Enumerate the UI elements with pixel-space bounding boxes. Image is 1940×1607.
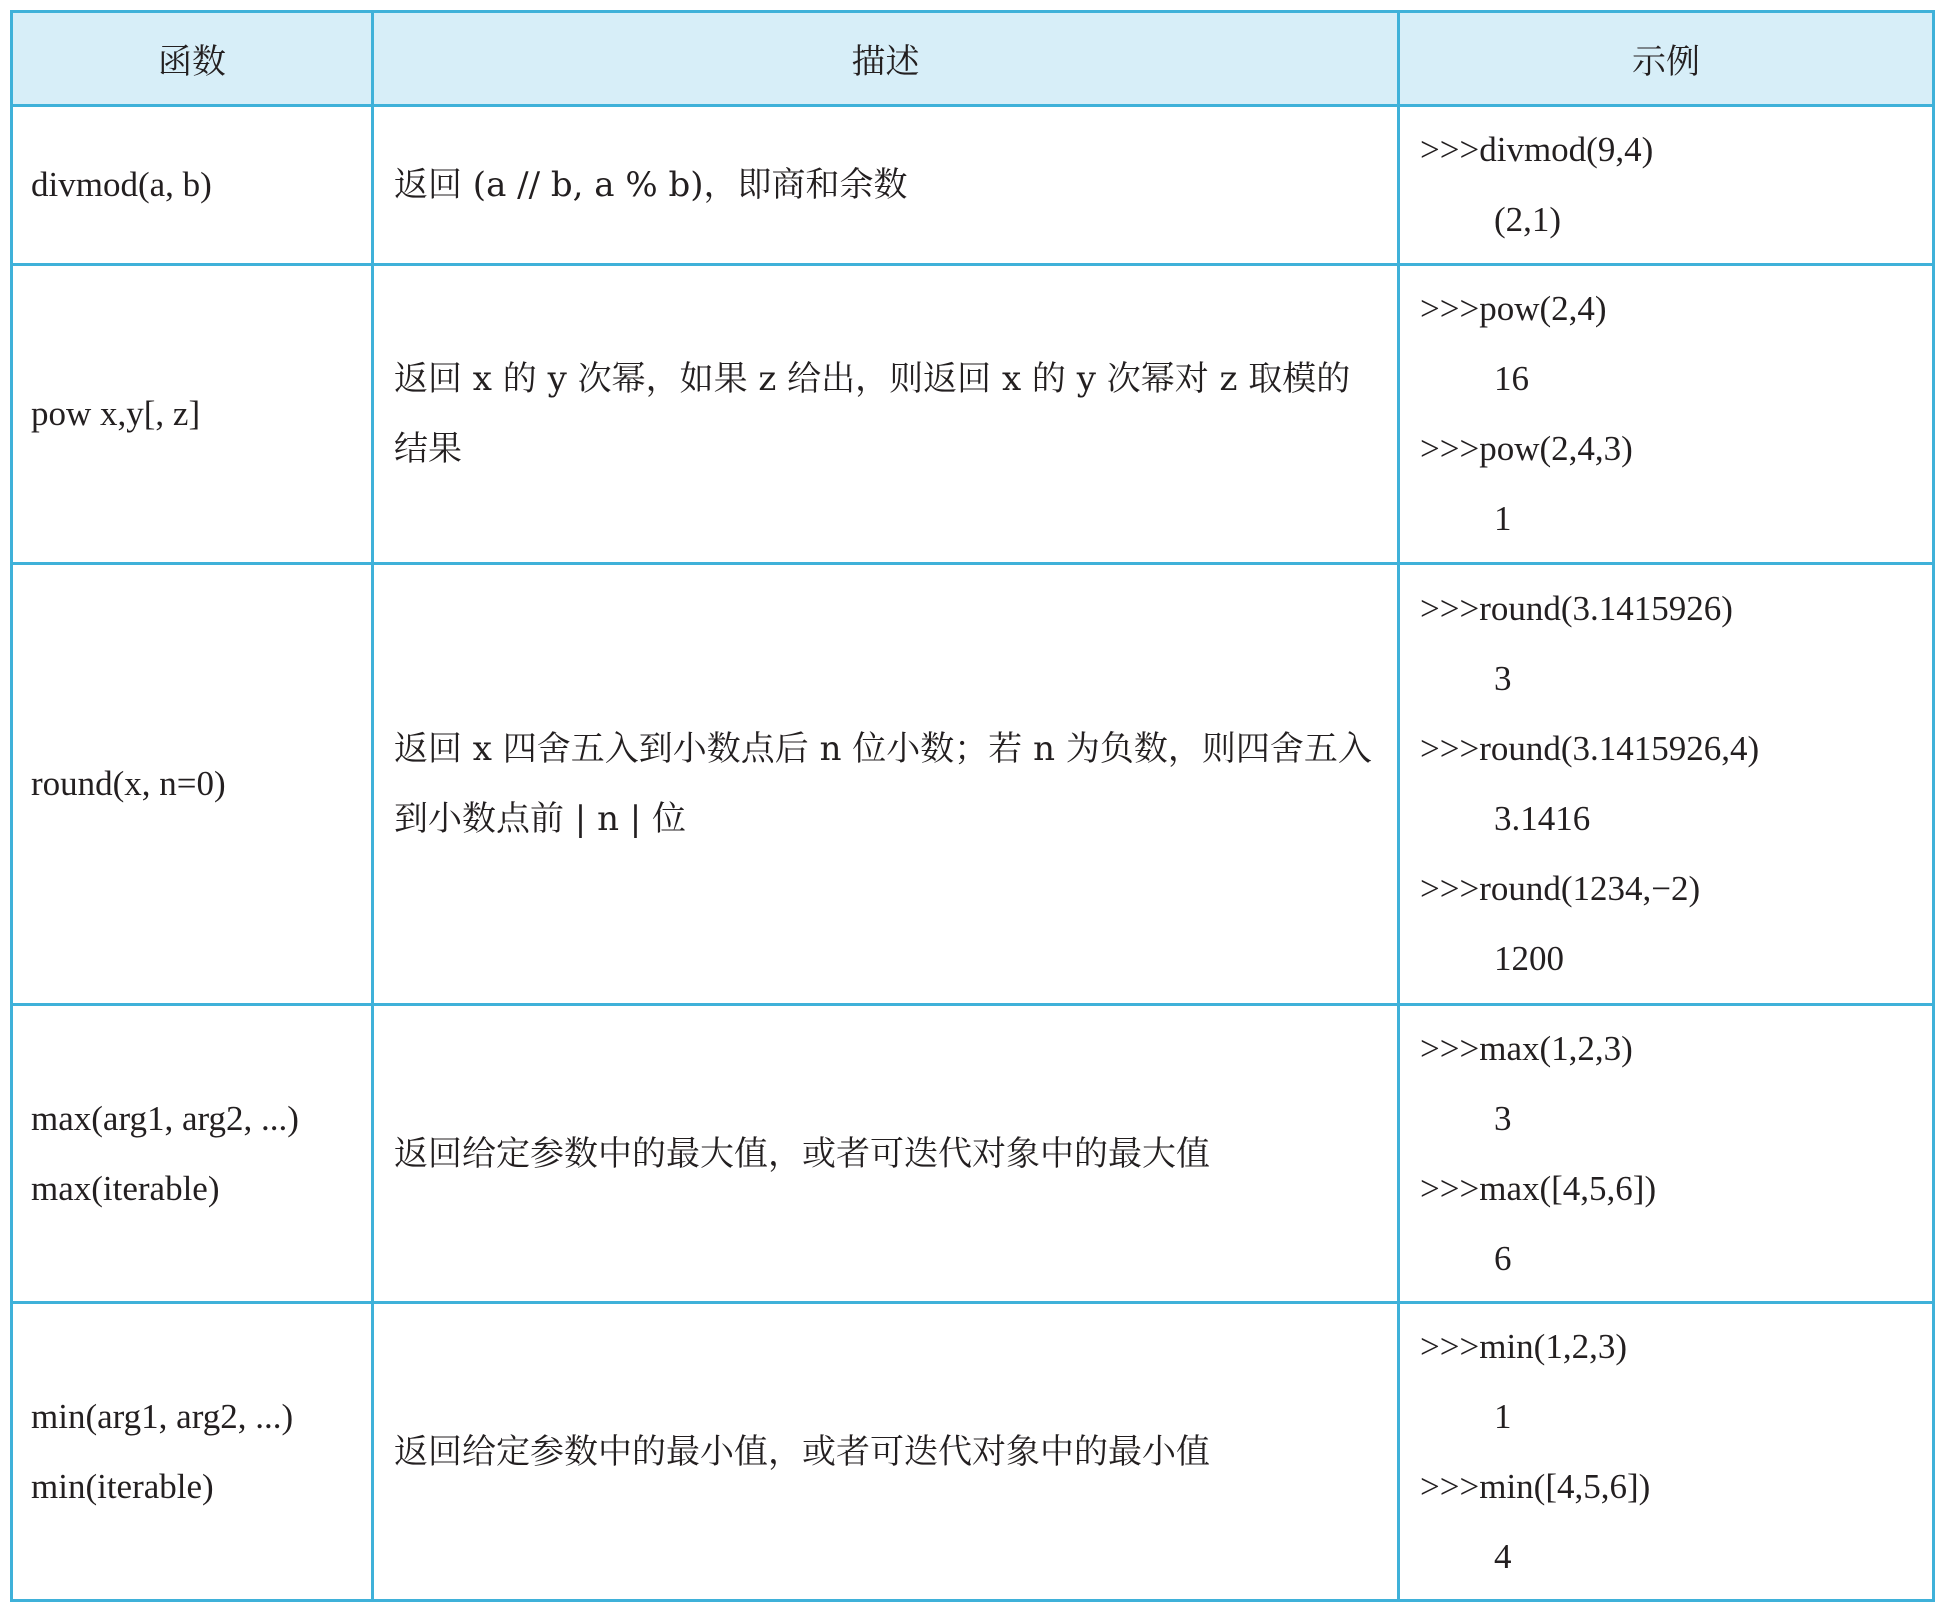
example-input: >>>round(3.1415926,4) (1420, 729, 1760, 768)
example-output: 1 (1494, 1396, 1512, 1436)
example-cell (1399, 265, 1934, 564)
function-cell (12, 106, 373, 265)
table-row (12, 564, 1934, 1005)
example-output: 4 (1494, 1536, 1512, 1576)
example-input: >>>pow(2,4) (1420, 289, 1607, 328)
example-cell (1399, 1303, 1934, 1601)
example-input: >>>min([4,5,6]) (1420, 1466, 1651, 1506)
builtin-functions-table (10, 10, 1935, 1602)
example-input: >>>pow(2,4,3) (1420, 429, 1633, 468)
example-output: 16 (1494, 359, 1529, 398)
header-function: 函数 (12, 12, 373, 106)
function-signature: max(arg1, arg2, ...) (31, 1098, 299, 1138)
example-output: 3.1416 (1494, 799, 1591, 838)
example-cell (1399, 1005, 1934, 1303)
table-row (12, 1005, 1934, 1303)
function-cell (12, 265, 373, 564)
description-cell: 返回 x 的 y 次幂，如果 z 给出，则返回 x 的 y 次幂对 z 取模的结果 (373, 265, 1399, 564)
function-cell (12, 564, 373, 1005)
description-cell: 返回 (a // b, a % b)，即商和余数 (373, 106, 1399, 265)
example-input: >>>round(1234,−2) (1420, 869, 1701, 908)
example-cell (1399, 564, 1934, 1005)
header-row (12, 12, 1934, 106)
table-row (12, 265, 1934, 564)
example-output: 6 (1494, 1238, 1512, 1278)
example-input: >>>divmod(9,4) (1420, 130, 1654, 169)
example-input: >>>round(3.1415926) (1420, 589, 1733, 628)
example-cell (1399, 106, 1934, 265)
description-cell: 返回给定参数中的最小值，或者可迭代对象中的最小值 (373, 1303, 1399, 1601)
example-output: 3 (1494, 659, 1512, 698)
function-signature: round(x, n=0) (31, 764, 226, 803)
function-signature: min(iterable) (31, 1466, 214, 1506)
example-output: 1 (1494, 499, 1512, 538)
function-signature: divmod(a, b) (31, 165, 212, 204)
header-example: 示例 (1399, 12, 1934, 106)
example-output: 3 (1494, 1098, 1512, 1138)
table-row (12, 106, 1934, 265)
example-input: >>>min(1,2,3) (1420, 1326, 1627, 1366)
function-signature: max(iterable) (31, 1168, 220, 1208)
example-output: (2,1) (1494, 200, 1562, 239)
function-signature: pow x,y[, z] (31, 394, 201, 433)
header-description: 描述 (373, 12, 1399, 106)
function-cell (12, 1005, 373, 1303)
table-row (12, 1303, 1934, 1601)
example-input: >>>max([4,5,6]) (1420, 1168, 1657, 1208)
example-input: >>>max(1,2,3) (1420, 1028, 1633, 1068)
function-cell (12, 1303, 373, 1601)
function-signature: min(arg1, arg2, ...) (31, 1396, 294, 1436)
description-cell: 返回 x 四舍五入到小数点后 n 位小数；若 n 为负数，则四舍五入到小数点前 | n | 位 (373, 564, 1399, 1005)
description-cell: 返回给定参数中的最大值，或者可迭代对象中的最大值 (373, 1005, 1399, 1303)
example-output: 1200 (1494, 939, 1564, 978)
